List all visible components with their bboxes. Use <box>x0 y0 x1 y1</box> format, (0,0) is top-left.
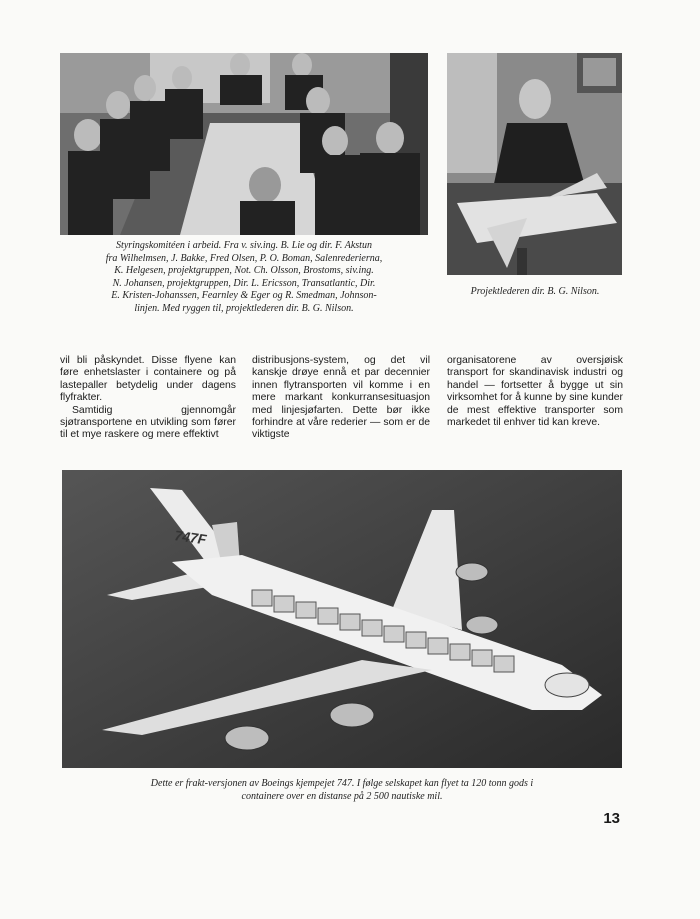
committee-caption-line: K. Helgesen, projektgruppen, Not. Ch. Olsson, Brostoms, siv.ing. <box>114 265 374 276</box>
committee-caption-line: E. Kristen-Johanssen, Fearnley & Eger og R. Smedman, Johnson- <box>111 290 377 301</box>
paragraph: distribusjons-system, og det vil kanskje drøye ennå et par decennier innen flytransporten vil komme i en mere markant konkurransesituasjon med linjesjøfarten. Dette bør ikke forhindre at våre rederier — som er de viktigste <box>252 355 430 441</box>
committee-caption-line: Styringskomitéen i arbeid. Fra v. siv.ing. B. Lie og dir. F. Akstun <box>116 240 372 251</box>
text-column-3 <box>447 355 623 429</box>
paragraph: vil bli påskyndet. Disse flyene kan føre enhetslaster i containere og på lastepaller betydelig under dagens flyfrakter. <box>60 355 236 404</box>
paragraph: Samtidig gjennomgår sjøtransportene en utvikling som fører til et mye raskere og mere effektivt <box>60 404 236 441</box>
paragraph: organisatorene av oversjøisk transport for skandinavisk industri og handel — fortsetter å bygge ut sin virksomhet for å kunne by sine kunder de mest effektive transporter som markedet til enhver tid kan kreve. <box>447 355 623 429</box>
tail-label: 747F <box>173 527 208 548</box>
project-leader-caption <box>440 286 630 299</box>
page-number: 13 <box>603 810 620 827</box>
committee-caption-line: linjen. Med ryggen til, projektlederen dir. B. G. Nilson. <box>134 302 354 314</box>
boeing-caption <box>58 778 626 803</box>
committee-caption <box>58 240 430 315</box>
project-leader-caption-text: Projektlederen dir. B. G. Nilson. <box>470 286 600 297</box>
committee-caption-line: fra Wilhelmsen, J. Bakke, Fred Olsen, P. O. Boman, Salenrederierna, <box>105 252 383 264</box>
committee-photo <box>60 53 428 235</box>
committee-caption-line: N. Johansen, projektgruppen, Dir. L. Ericsson, Transatlantic, Dir. <box>112 277 376 289</box>
text-column-2 <box>252 355 430 442</box>
project-leader-photo <box>447 53 622 275</box>
boeing-caption-line: containere over en distanse på 2 500 nautiske mil. <box>241 790 443 802</box>
boeing-caption-line: Dette er frakt-versjonen av Boeings kjempejet 747. I følge selskapet kan flyet ta 120 tonn gods i <box>150 778 534 789</box>
boeing-747f-photo <box>62 470 622 768</box>
text-column-1 <box>60 355 236 442</box>
